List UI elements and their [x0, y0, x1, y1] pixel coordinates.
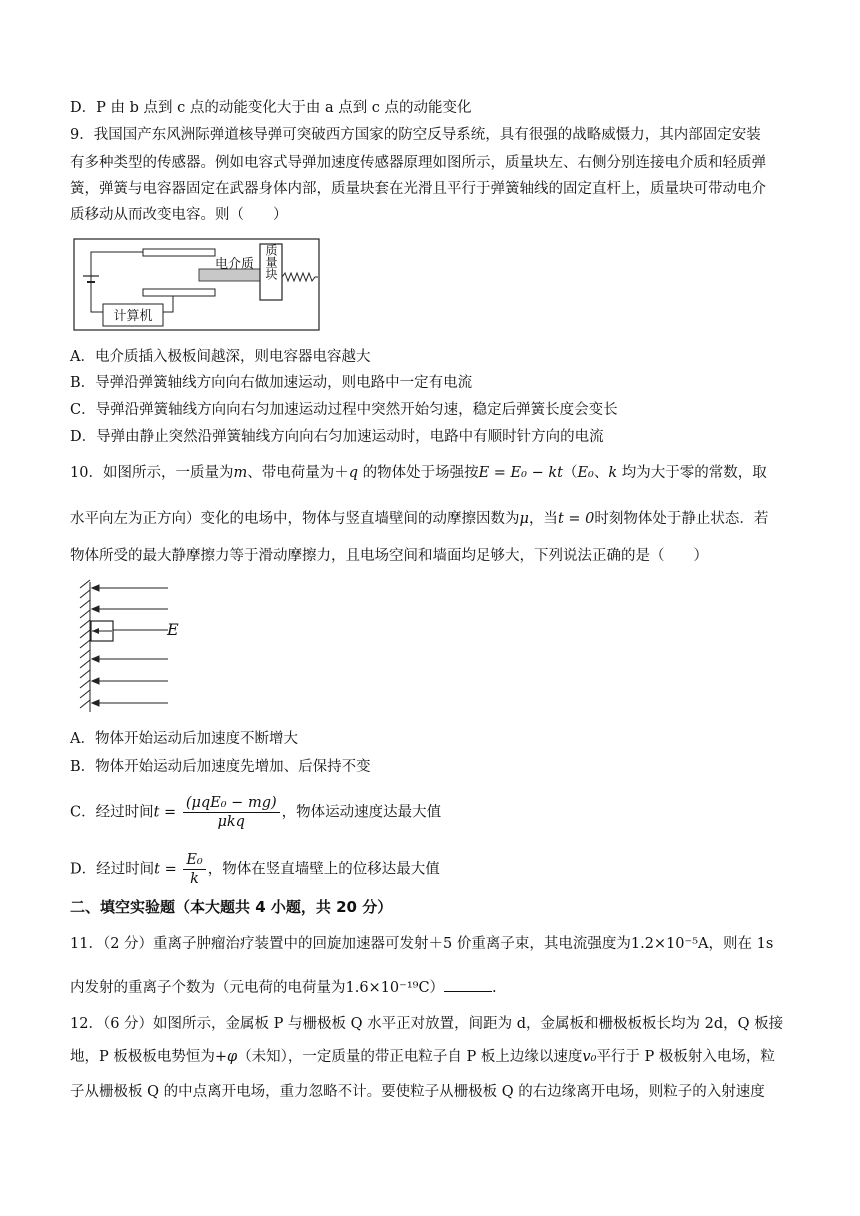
q10-stem-line1: 10．如图所示，一质量为m、带电荷量为＋q 的物体处于场强按E = E₀ − kt（E₀、k 均为大于零的常数，取	[70, 465, 767, 481]
optc-fraction: $\frac{\text{(μqE₀ − mg)}}{\text{μkq}}$	[183, 794, 280, 831]
charge-value: 1.6×10⁻¹⁹C	[345, 980, 430, 996]
optd-fraction: $\frac{\text{E₀}}{k}$	[183, 851, 205, 888]
q12-line3: 子从栅极板 Q 的中点离开电场，重力忽略不计。要使粒子从栅极板 Q 的右边缘离开电场，则粒子的入射速度	[70, 1084, 765, 1100]
q9-stem-line3: 簧，弹簧与电容器固定在武器身体内部，质量块套在光滑且平行于弹簧轴线的固定直杆上，质量块可带动电介	[70, 181, 766, 197]
current-value: 1.2×10⁻⁵A	[630, 936, 709, 952]
q9-stem-line4: 质移动从而改变电容。则（ ）	[70, 207, 288, 223]
dielectric-label: 电介质	[215, 257, 255, 272]
q10-stem-line3: 物体所受的最大静摩擦力等于滑动摩擦力，且电场空间和墙面均足够大，下列说法正确的是（ ）	[70, 548, 708, 564]
q10-stem-line2: 水平向左为正方向）变化的电场中，物体与竖直墙壁间的动摩擦因数为μ，当t = 0时刻物体处于静止状态．若	[70, 511, 769, 527]
q12-line2: 地，P 板极板电势恒为+φ（未知），一定质量的带正电粒子自 P 板上边缘以速度v₀平行于 P 极板射入电场，粒	[70, 1049, 775, 1065]
q9-capacitor-sensor-figure	[73, 238, 321, 332]
mass-label: 质量块	[264, 244, 278, 280]
upper-plate	[143, 249, 215, 256]
q8-option-d: D．P 由 b 点到 c 点的动能变化大于由 a 点到 c 点的动能变化	[70, 100, 472, 116]
q9-option-a: A．电介质插入极板间越深，则电容器电容越大	[70, 349, 371, 365]
q10-option-a: A．物体开始运动后加速度不断增大	[70, 731, 298, 747]
q10-option-c: C．经过时间t = $\frac{\text{(μqE₀ − mg)}}{\text{μkq}}$ ，物体运动速度达最大值	[70, 795, 442, 830]
computer-label: 计算机	[113, 309, 153, 324]
q10-wall-field-figure	[72, 578, 192, 718]
q11-line2: 内发射的重离子个数为（元电荷的电荷量为1.6×10⁻¹⁹C） .	[70, 977, 800, 999]
q12-line1: 12．（6 分）如图所示，金属板 P 与栅极板 Q 水平正对放置，间距为 d，金属板和栅极板板长均为 2d，Q 板接	[70, 1016, 784, 1032]
answer-blank[interactable]	[444, 977, 492, 992]
section2-title: 二、填空实验题（本大题共 4 小题，共 20 分）	[70, 898, 393, 916]
q11-line1: 11．（2 分）重离子肿瘤治疗装置中的回旋加速器可发射＋5 价重离子束，其电流强度为1.2×10⁻⁵A，则在 1s	[70, 936, 774, 952]
q9-option-b: B．导弹沿弹簧轴线方向向右做加速运动，则电路中一定有电流	[70, 375, 473, 391]
lower-plate	[143, 289, 215, 296]
q10-option-b: B．物体开始运动后加速度先增加、后保持不变	[70, 759, 371, 775]
q10-option-d: D．经过时间t = $\frac{\text{E₀}}{k}$ ，物体在竖直墙壁上的位移达最大值	[70, 852, 440, 887]
field-formula: E = E₀ − kt	[478, 465, 563, 481]
q9-option-d: D．导弹由静止突然沿弹簧轴线方向向右匀加速运动时，电路中有顺时针方向的电流	[70, 429, 604, 445]
q9-stem-line2: 有多种类型的传感器。例如电容式导弹加速度传感器原理如图所示，质量块左、右侧分别连接电介质和轻质弹	[70, 155, 766, 171]
q9-stem-line1: 9．我国国产东风洲际弹道核导弹可突破西方国家的防空反导系统，具有很强的战略威慑力，其内部固定安装	[70, 127, 761, 143]
q9-option-c: C．导弹沿弹簧轴线方向向右匀加速运动过程中突然开始匀速，稳定后弹簧长度会变长	[70, 402, 618, 418]
field-label-e: E	[167, 620, 179, 639]
